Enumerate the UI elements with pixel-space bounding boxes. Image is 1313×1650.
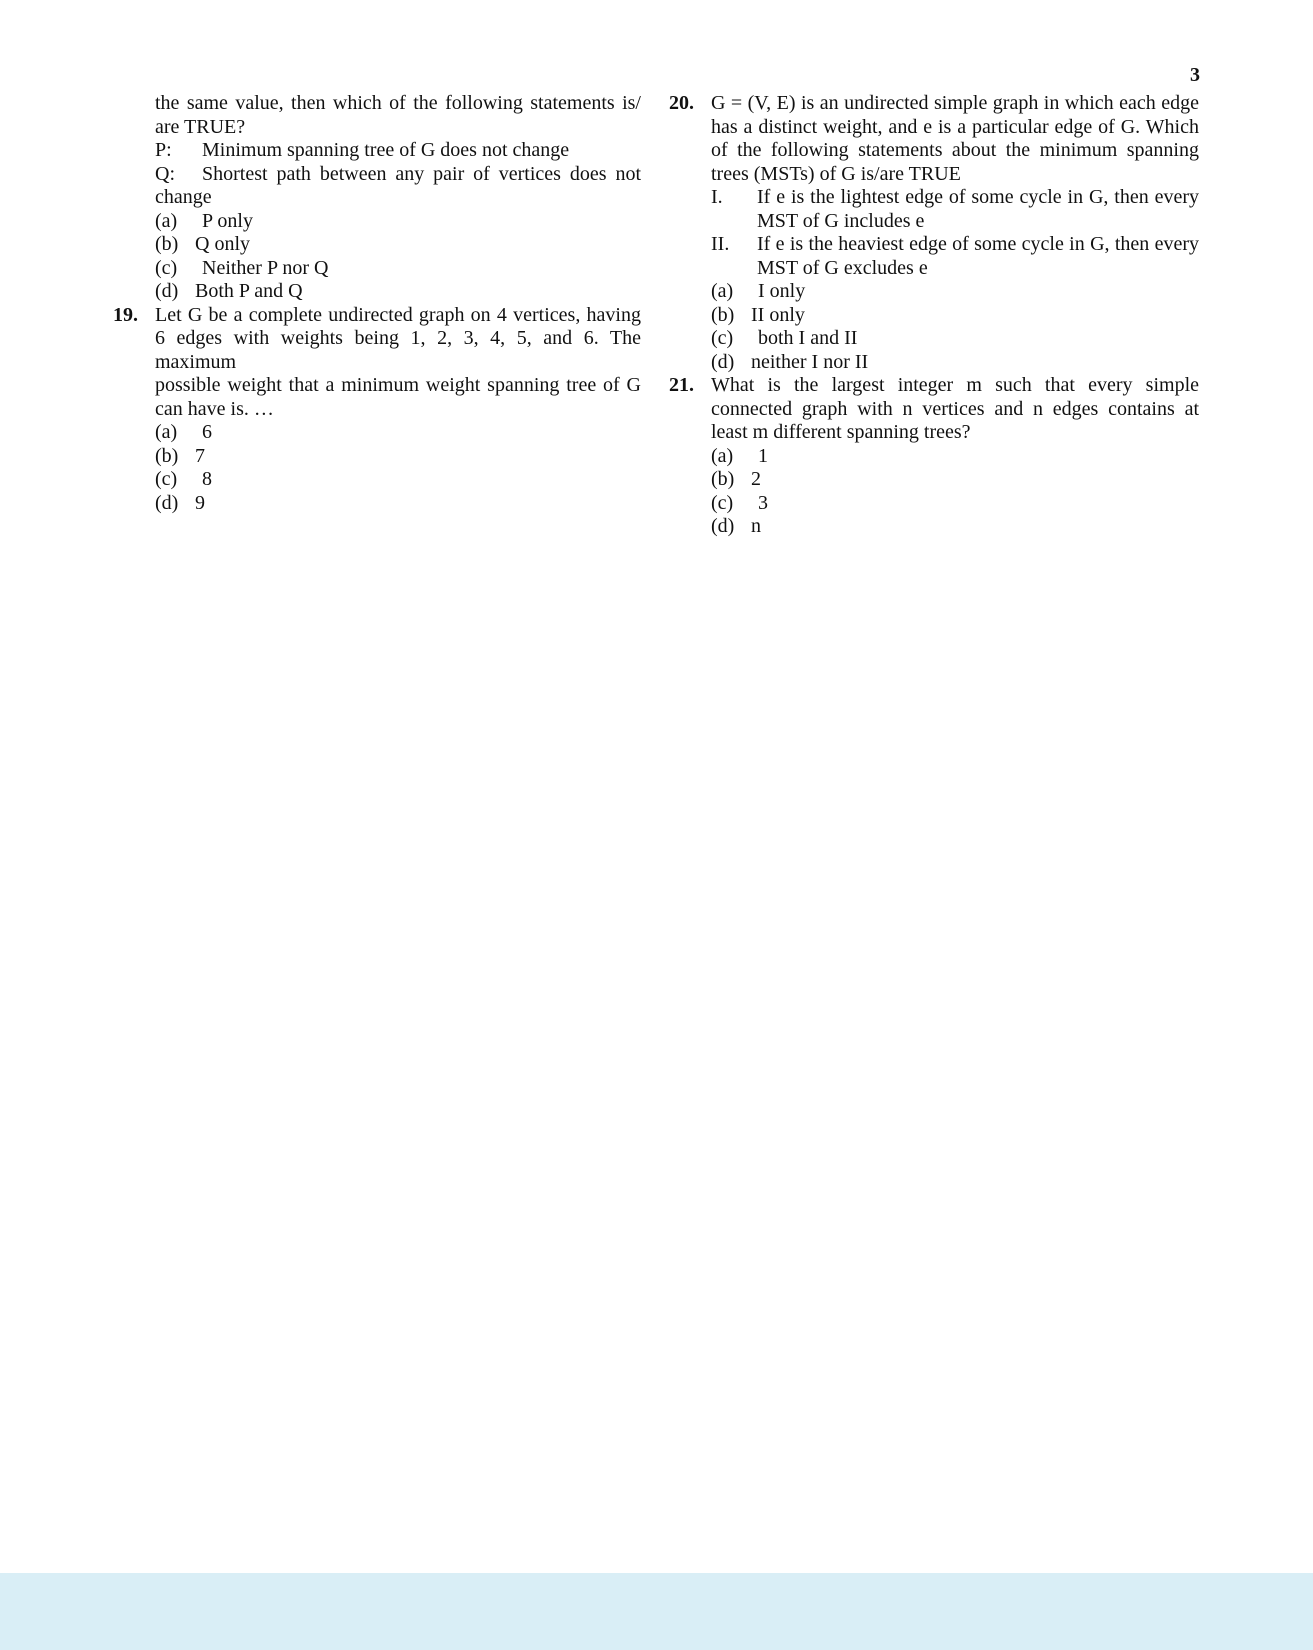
- statement-label: II.: [711, 233, 730, 255]
- question-18-text-line: are TRUE?: [155, 115, 246, 138]
- option-b: [711, 468, 967, 492]
- option-d: [155, 280, 395, 304]
- option-text: Neither P nor Q: [202, 256, 329, 279]
- option-text: 1: [758, 444, 768, 467]
- option-text: 7: [195, 444, 205, 467]
- option-label: (c): [155, 256, 178, 279]
- option-text: 8: [202, 468, 212, 490]
- question-number: 21.: [669, 374, 694, 396]
- statement-label: I.: [711, 186, 723, 208]
- statement-label: P:: [155, 139, 172, 161]
- statement-ii: [711, 233, 1199, 280]
- option-label: (b): [155, 444, 179, 467]
- option-c: [711, 492, 967, 516]
- statement-p: [113, 139, 641, 163]
- question-text-line: trees (MSTs) of G is/are TRUE: [711, 162, 961, 185]
- question-19-options: [113, 421, 641, 515]
- option-label: (b): [711, 468, 735, 490]
- option-a: [711, 280, 967, 304]
- statement-q: [113, 163, 641, 187]
- question-21: [669, 374, 1199, 539]
- option-label: (c): [711, 327, 734, 349]
- option-a: [155, 421, 411, 445]
- option-label: (c): [155, 468, 178, 490]
- question-18-continuation: [113, 92, 641, 139]
- statement-text-line: If e is the lightest edge of some cycle in G, then every: [757, 186, 1199, 208]
- question-text-line: can have is. …: [155, 397, 274, 420]
- option-text: neither I nor II: [751, 350, 869, 373]
- option-label: (a): [711, 444, 734, 467]
- question-text-line: 6 edges with weights being 1, 2, 3, 4, 5, and 6. The maximum: [155, 327, 641, 373]
- right-column: [669, 92, 1199, 539]
- option-label: (a): [711, 280, 734, 302]
- option-label: (a): [155, 421, 178, 443]
- option-text: Both P and Q: [195, 280, 303, 302]
- statement-label: Q:: [155, 162, 175, 185]
- option-label: (d): [711, 350, 735, 373]
- question-19-text: [155, 304, 641, 422]
- option-text: P only: [202, 209, 253, 232]
- question-19: [113, 304, 641, 422]
- question-text-line: has a distinct weight, and e is a particular edge of G. Which: [711, 115, 1199, 138]
- option-label: (b): [155, 233, 179, 255]
- question-number: 19.: [113, 303, 138, 326]
- statement-i: [711, 186, 1199, 233]
- option-label: (d): [155, 280, 179, 302]
- statement-q-wrap: change: [155, 186, 212, 208]
- option-label: (d): [711, 515, 735, 537]
- option-b: [155, 233, 395, 257]
- option-b: [711, 304, 967, 328]
- option-text: n: [751, 515, 761, 537]
- statement-text: Shortest path between any pair of vertices does not: [202, 162, 641, 185]
- question-text-line: What is the largest integer m such that every simple: [711, 374, 1199, 396]
- question-18-text-line: the same value, then which of the following statements is/: [155, 92, 641, 114]
- option-text: 9: [195, 491, 205, 514]
- option-text: I only: [758, 280, 806, 302]
- question-text-line: Let G be a complete undirected graph on 4 vertices, having: [155, 303, 641, 326]
- option-text: Q only: [195, 233, 250, 255]
- statement-text-line: MST of G excludes e: [757, 256, 928, 279]
- question-text-line: possible weight that a minimum weight spanning tree of G: [155, 374, 641, 396]
- question-20-options: [711, 280, 1199, 374]
- option-text: both I and II: [758, 327, 858, 349]
- question-number: 20.: [669, 92, 694, 114]
- question-text-line: least m different spanning trees?: [711, 421, 971, 443]
- option-d: [711, 351, 967, 375]
- option-text: II only: [751, 303, 805, 326]
- option-c: [155, 468, 411, 492]
- option-a: [155, 210, 411, 234]
- question-21-options: [711, 445, 1199, 539]
- page-number: 3: [1190, 64, 1200, 86]
- left-column: [113, 92, 641, 515]
- option-label: (d): [155, 491, 179, 514]
- option-text: 6: [202, 421, 212, 443]
- question-text-line: connected graph with n vertices and n edges contains at: [711, 397, 1199, 420]
- option-label: (b): [711, 303, 735, 326]
- option-label: (a): [155, 209, 178, 232]
- statement-text-line: If e is the heaviest edge of some cycle in G, then every: [757, 233, 1199, 255]
- footer-band: [0, 1573, 1313, 1650]
- question-18-options: [113, 210, 641, 304]
- option-label: (c): [711, 491, 734, 514]
- statement-text-line: MST of G includes e: [757, 209, 925, 232]
- question-text-line: G = (V, E) is an undirected simple graph in which each edge: [711, 92, 1199, 114]
- question-21-text: [711, 374, 1199, 539]
- statement-text: Minimum spanning tree of G does not change: [202, 139, 570, 161]
- option-c: [155, 257, 411, 281]
- option-d: [711, 515, 967, 539]
- option-d: [155, 492, 395, 516]
- statement-text: [757, 186, 1199, 233]
- option-c: [711, 327, 967, 351]
- question-text-line: of the following statements about the minimum spanning: [711, 139, 1199, 161]
- question-20: [669, 92, 1199, 374]
- question-20-text: [711, 92, 1199, 374]
- option-text: 3: [758, 491, 768, 514]
- statement-text: [757, 233, 1199, 280]
- option-b: [155, 445, 395, 469]
- option-a: [711, 445, 967, 469]
- option-text: 2: [751, 468, 761, 490]
